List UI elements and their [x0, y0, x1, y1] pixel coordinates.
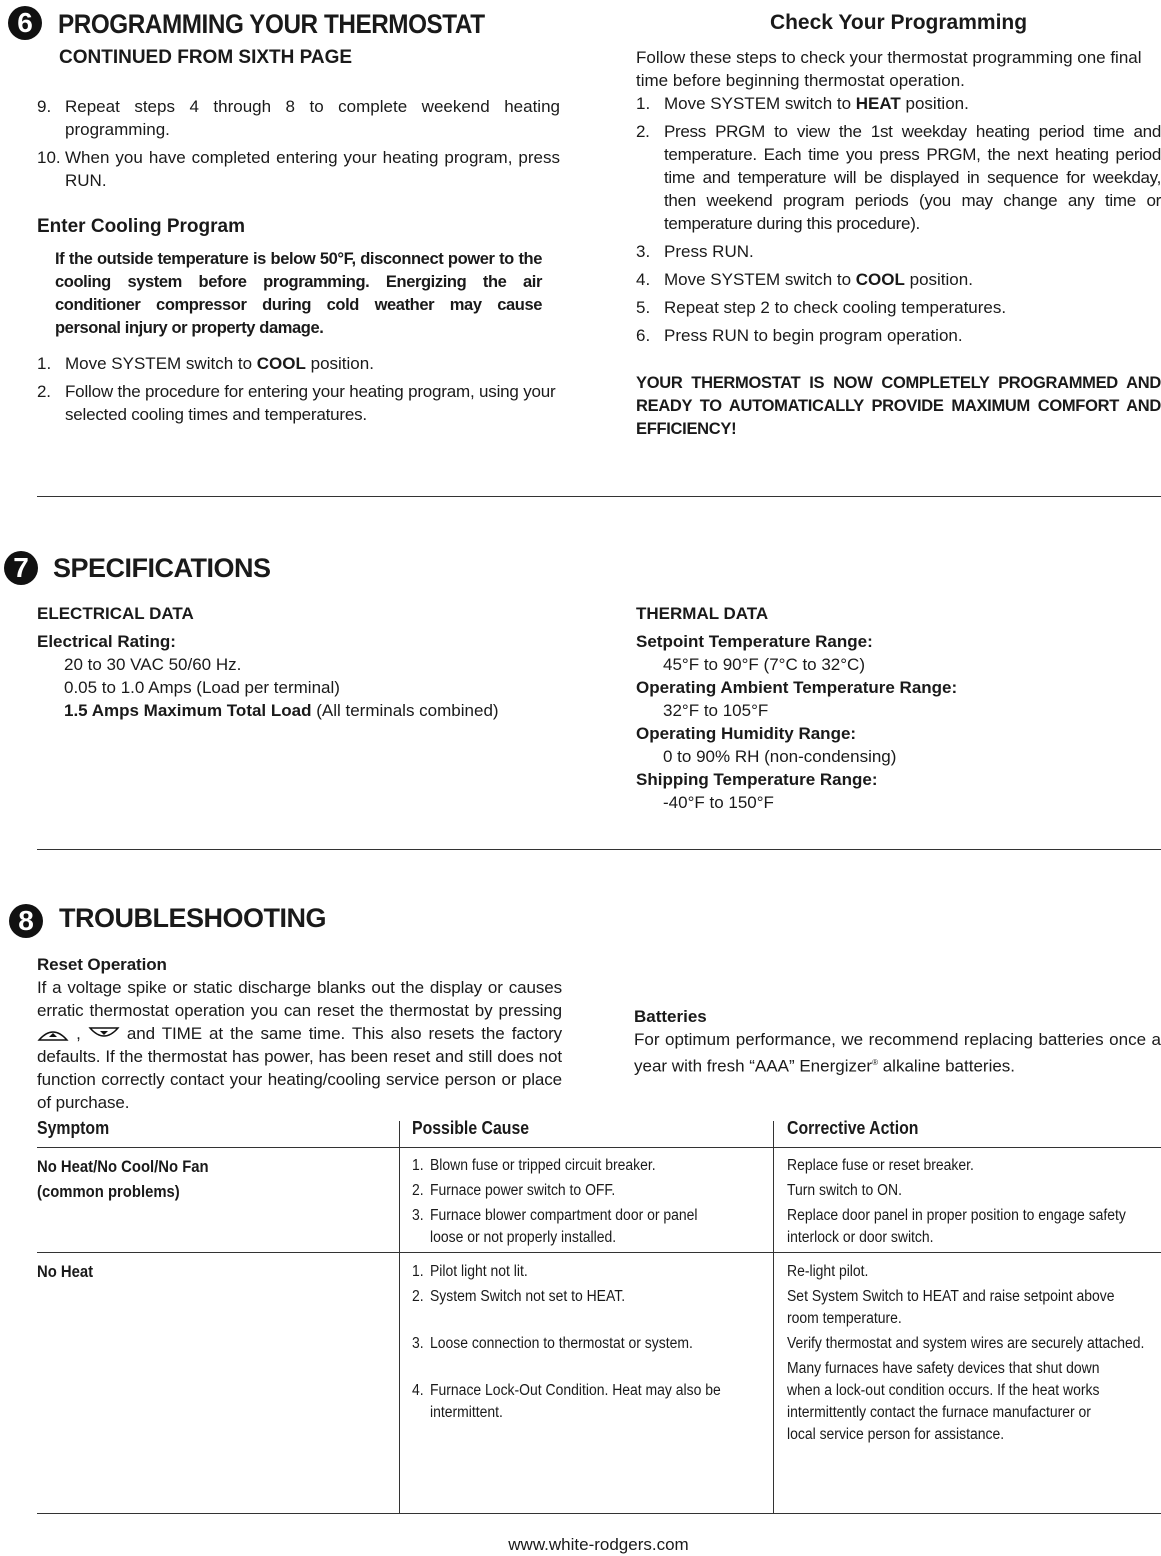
spec-label: Operating Ambient Temperature Range: — [636, 678, 958, 697]
row-rule — [37, 1252, 1161, 1253]
reset-text: and TIME at the same time. This also resets the factory defaults. If the thermostat has power, has been reset and still does not function correctly contact your heating/cooling service person or place of purchase. — [37, 1024, 563, 1112]
troubleshooting-table — [37, 1118, 1161, 1514]
list-text: Move SYSTEM switch to — [664, 94, 856, 113]
list-item — [37, 146, 560, 192]
cause-item — [412, 1333, 754, 1355]
check-steps-list — [636, 92, 1161, 352]
section-subtitle: CONTINUED FROM SIXTH PAGE — [59, 47, 353, 68]
cause-text: Furnace Lock-Out Condition. Heat may also be intermittent. — [430, 1382, 721, 1421]
action-item: Re-light pilot. — [787, 1263, 869, 1280]
rating-line: 0.05 to 1.0 Amps (Load per terminal) — [64, 678, 340, 697]
table-row-actions — [787, 1261, 1147, 1449]
list-text: position. — [305, 354, 374, 373]
list-number: 3. — [636, 242, 651, 261]
list-number: 9. — [37, 97, 52, 116]
cooling-warning: If the outside temperature is below 50°F, disconnect power to the cooling system before programming. Energizing the air conditioner compressor during cold weather may cause personal injury or property damage. — [55, 250, 542, 337]
list-item — [636, 240, 1161, 263]
list-number: 1. — [37, 354, 52, 373]
list-text: When you have completed entering your heating program, press RUN. — [65, 148, 560, 190]
closing-statement: YOUR THERMOSTAT IS NOW COMPLETELY PROGRAMMED AND READY TO AUTOMATICALLY PROVIDE MAXIMUM COMFORT AND EFFICIENCY! — [636, 374, 1161, 438]
section-title: SPECIFICATIONS — [53, 553, 271, 583]
list-text-bold: COOL — [855, 270, 905, 289]
cause-text: Pilot light not lit. — [430, 1263, 528, 1280]
section-number-badge: 6 — [8, 6, 42, 40]
reset-comma: , — [76, 1024, 81, 1043]
table-row-causes — [412, 1261, 754, 1427]
cause-text: Blown fuse or tripped circuit breaker. — [430, 1157, 656, 1174]
section-title: PROGRAMMING YOUR THERMOSTAT — [58, 9, 485, 39]
thermal-data-block — [636, 602, 1161, 814]
section-divider — [37, 849, 1161, 850]
cause-number: 3. — [412, 1207, 424, 1224]
list-text: Move SYSTEM switch to — [65, 354, 257, 373]
cooling-steps-list — [37, 352, 560, 431]
cause-number: 2. — [412, 1182, 424, 1199]
section-title: TROUBLESHOOTING — [59, 903, 326, 933]
spec-label: Shipping Temperature Range: — [636, 770, 878, 789]
column-header-cause: Possible Cause — [412, 1118, 530, 1138]
list-number: 2. — [636, 122, 650, 141]
list-text: Press PRGM to view the 1st weekday heating period time and temperature. Each time you press PRGM, the next heating period time and temperature will be displayed in sequence for weekday, then weekend program periods (you may change any time or temperature during this procedure). — [664, 122, 1161, 233]
up-button-icon — [37, 1027, 69, 1041]
spec-label: Setpoint Temperature Range: — [636, 632, 873, 651]
list-item — [636, 120, 1161, 235]
batteries-block — [634, 1005, 1161, 1078]
spec-value: 45°F to 90°F (7°C to 32°C) — [663, 655, 865, 674]
check-intro: Follow these steps to check your thermostat programming one final time before beginning thermostat operation. — [636, 48, 1142, 90]
list-item — [636, 324, 1161, 347]
cause-number: 2. — [412, 1288, 424, 1305]
list-text-bold: COOL — [256, 354, 306, 373]
footer-url: www.white-rodgers.com — [508, 1535, 689, 1554]
table-row-symptom — [37, 1155, 343, 1205]
spec-label: Operating Humidity Range: — [636, 724, 857, 743]
check-programming-heading: Check Your Programming — [769, 11, 1028, 34]
header-rule — [37, 1147, 1161, 1148]
electrical-data-block — [37, 602, 597, 722]
list-number: 10. — [37, 148, 61, 167]
cause-text: Furnace blower compartment door or panel loose or not properly installed. — [430, 1207, 698, 1246]
reset-operation-block — [37, 953, 562, 1114]
spec-value: 32°F to 105°F — [663, 701, 769, 720]
list-number: 5. — [636, 298, 651, 317]
list-text: position. — [900, 94, 969, 113]
rating-line: 20 to 30 VAC 50/60 Hz. — [64, 655, 242, 674]
list-item — [636, 296, 1161, 319]
registered-mark: ® — [872, 1058, 878, 1067]
cause-number: 4. — [412, 1382, 424, 1399]
spec-value: -40°F to 150°F — [663, 793, 774, 812]
table-row-actions — [787, 1155, 1156, 1252]
list-number: 2. — [37, 382, 51, 401]
list-item — [37, 95, 560, 141]
cause-item — [412, 1205, 700, 1249]
list-item — [37, 380, 560, 426]
electrical-data-heading: ELECTRICAL DATA — [37, 604, 194, 623]
list-text-bold: HEAT — [855, 94, 901, 113]
list-text: Press RUN to begin program operation. — [664, 326, 963, 345]
symptom-line: No Heat/No Cool/No Fan — [37, 1158, 209, 1176]
list-item — [37, 352, 560, 375]
action-item: Turn switch to ON. — [787, 1182, 902, 1199]
cause-item — [412, 1261, 754, 1283]
reset-text: If a voltage spike or static discharge blanks out the display or causes erratic thermostat operation you can reset the thermostat by pressing — [37, 978, 562, 1020]
reset-operation-heading: Reset Operation — [37, 955, 167, 974]
cause-item — [412, 1180, 754, 1202]
section-number-badge: 7 — [4, 551, 38, 585]
cause-number: 3. — [412, 1335, 424, 1352]
list-item — [636, 92, 1161, 115]
cause-item — [412, 1380, 754, 1424]
cause-item — [412, 1155, 754, 1177]
action-item: Replace fuse or reset breaker. — [787, 1157, 974, 1174]
list-number: 4. — [636, 270, 651, 289]
spec-value: 0 to 90% RH (non-condensing) — [663, 747, 897, 766]
cause-number: 1. — [412, 1157, 424, 1174]
action-item: Verify thermostat and system wires are securely attached. — [787, 1335, 1145, 1352]
column-header-symptom: Symptom — [37, 1118, 110, 1138]
list-text: Move SYSTEM switch to — [664, 270, 856, 289]
list-text: Press RUN. — [664, 242, 754, 261]
batteries-text: For optimum performance, we recommend replacing batteries once a year with fresh “AAA” Energizer — [634, 1030, 1161, 1076]
action-item: Set System Switch to HEAT and raise setpoint above room temperature. — [787, 1288, 1115, 1327]
column-header-action: Corrective Action — [787, 1118, 919, 1138]
rating-label: Electrical Rating: — [37, 632, 176, 651]
action-item: Many furnaces have safety devices that shut down when a lock-out condition occurs. If the heat works intermittently contact the furnace manufacturer or local service person for assistance. — [787, 1360, 1100, 1443]
cause-number: 1. — [412, 1263, 424, 1280]
symptom-line: No Heat — [37, 1263, 94, 1281]
section-divider — [37, 496, 1161, 497]
table-row-symptom — [37, 1261, 343, 1283]
cause-text: System Switch not set to HEAT. — [430, 1288, 626, 1305]
batteries-text: alkaline batteries. — [878, 1056, 1016, 1076]
list-text: Follow the procedure for entering your heating program, using your selected cooling times and temperatures. — [65, 382, 556, 424]
column-divider — [399, 1121, 400, 1513]
max-load-bold: 1.5 Amps Maximum Total Load — [64, 701, 312, 720]
cooling-program-heading: Enter Cooling Program — [37, 216, 245, 237]
list-item — [636, 268, 1161, 291]
list-text: position. — [904, 270, 973, 289]
heating-steps-list — [37, 95, 560, 197]
section-number-badge: 8 — [9, 904, 43, 938]
list-text: Repeat steps 4 through 8 to complete weekend heating programming. — [65, 97, 560, 139]
cause-text: Furnace power switch to OFF. — [430, 1182, 616, 1199]
cause-item — [412, 1286, 754, 1308]
list-number: 6. — [636, 326, 651, 345]
action-item: Replace door panel in proper position to engage safety interlock or door switch. — [787, 1207, 1126, 1246]
symptom-line: (common problems) — [37, 1183, 180, 1201]
batteries-heading: Batteries — [634, 1007, 707, 1026]
column-divider — [773, 1121, 774, 1513]
thermal-data-heading: THERMAL DATA — [636, 604, 769, 623]
cause-text: Loose connection to thermostat or system. — [430, 1335, 693, 1352]
list-text: Repeat step 2 to check cooling temperatures. — [664, 298, 1007, 317]
down-button-icon — [88, 1027, 120, 1041]
table-bottom-rule — [37, 1513, 1161, 1514]
list-number: 1. — [636, 94, 651, 113]
max-load-line — [37, 699, 597, 722]
table-row-causes — [412, 1155, 754, 1252]
max-load-rest: (All terminals combined) — [311, 701, 499, 720]
